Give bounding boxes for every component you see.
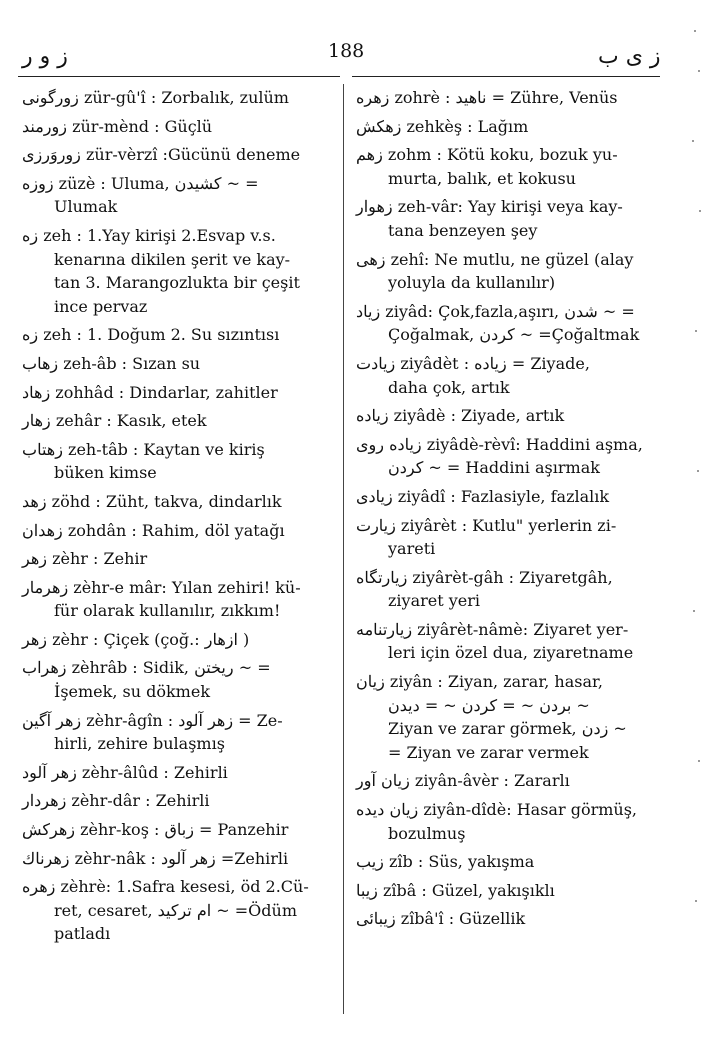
entry-continuation: für olarak kullanılır, zıkkım! [54, 601, 281, 621]
entry-continuation: yoluyla da kullanılır) [388, 273, 556, 293]
entry-continuation: bozulmuş [388, 823, 466, 843]
dictionary-entry [356, 879, 658, 903]
entry-headline: زهر zèhr : Çiçek (çoğ.: ازهار ) [22, 629, 250, 649]
entry-headline: زهاب zeh-âb : Sızan su [22, 353, 201, 373]
entry-headline: زهر zèhr : Zehir [22, 549, 148, 569]
dictionary-entry [22, 86, 334, 110]
dictionary-entry [22, 847, 334, 871]
entry-headline: زوزه züzè : Uluma, كشيدن ~ = [22, 173, 259, 193]
entry-headline: زهار zehâr : Kasık, etek [22, 411, 207, 431]
entry-headline: زيان آور ziyân-âvèr : Zararlı [356, 771, 570, 791]
dictionary-entry [356, 850, 658, 874]
entry-headline: زه zeh : 1.Yay kirişi 2.Esvap v.s. [22, 225, 276, 245]
entry-continuation: = Ziyan ve zarar vermek [388, 742, 589, 762]
dictionary-entry [22, 576, 334, 623]
entry-headline: زيارت ziyârèt : Kutlu" yerlerin zi- [356, 515, 617, 535]
entry-continuation: Ulumak [54, 197, 118, 217]
entry-headline: زهرناك zèhr-nâk : زهر آلود =Zehirli [22, 848, 289, 868]
dictionary-entry [22, 709, 334, 756]
entry-continuation: patladı [54, 924, 111, 944]
dictionary-entry [22, 789, 334, 813]
dictionary-entry [356, 907, 658, 931]
entry-continuation: ziyaret yeri [388, 591, 481, 611]
entry-headline: زهردار zèhr-dâr : Zehirli [22, 791, 210, 811]
entry-headline: زهره zèhrè: 1.Safra kesesi, öd 2.Cü- [22, 877, 309, 897]
right-column [356, 86, 658, 936]
entry-headline: زيبائى zîbâ'î : Güzellik [356, 909, 526, 929]
entry-continuation: hirli, zehire bulaşmış [54, 734, 225, 754]
entry-continuation: murta, balık, et kokusu [388, 168, 576, 188]
entry-headline: زهرمار zèhr-e mâr: Yılan zehiri! kü- [22, 577, 301, 597]
entry-headline: زيادت ziyâdèt : زياده = Ziyade, [356, 353, 590, 373]
entry-headline: زيادى ziyâdî : Fazlasiyle, fazlalık [356, 486, 610, 506]
dictionary-entry [356, 352, 658, 399]
entry-continuation: Çoğalmak, كردن ~ =Çoğaltmak [388, 325, 640, 345]
header-guide-word-right: ز ی ب [598, 44, 661, 69]
entry-headline: زهدان zohdân : Rahim, döl yatağı [22, 520, 285, 540]
entry-continuation: كردن ~ = Haddini aşırmak [388, 458, 600, 478]
dictionary-entry [356, 404, 658, 428]
dictionary-entry [22, 115, 334, 139]
entry-headline: زهر آلود zèhr-âlûd : Zehirli [22, 762, 228, 782]
entry-headline: زهى zehî: Ne mutlu, ne güzel (alay [356, 249, 634, 269]
dictionary-entry [356, 769, 658, 793]
entry-headline: زيارتگاه ziyârèt-gâh : Ziyaretgâh, [356, 567, 613, 587]
entry-continuation: büken kimse [54, 463, 157, 483]
entry-headline: زهاد zohhâd : Dindarlar, zahitler [22, 382, 278, 402]
entry-headline: زورگونی zür-gû'î : Zorbalık, zulüm [22, 88, 289, 107]
dictionary-entry [22, 352, 334, 376]
entry-headline: زورمند zür-mènd : Güçlü [22, 116, 213, 136]
entry-continuation: Ziyan ve zarar görmek, زدن ~ [388, 719, 627, 739]
entry-headline: زيب zîb : Süs, yakışma [356, 852, 535, 872]
entry-headline: زهوار zeh-vâr: Yay kirişi veya kay- [356, 197, 623, 217]
header-guide-word-left: ز و ر [22, 44, 68, 69]
dictionary-entry [22, 628, 334, 652]
dictionary-entry [356, 115, 658, 139]
column-divider [343, 84, 344, 1014]
entry-headline: زهكش zehkèş : Lağım [356, 116, 529, 136]
dictionary-entry [356, 86, 658, 110]
entry-headline: زهر آگين zèhr-âgîn : زهر آلود = Ze- [22, 710, 283, 730]
dictionary-entry [22, 172, 334, 219]
entry-continuation: daha çok, artık [388, 377, 510, 397]
dictionary-entry [356, 143, 658, 190]
entry-continuation: kenarına dikilen şerit ve kay- [54, 249, 291, 269]
entry-headline: زيارتنامه ziyârèt-nâmè: Ziyaret yer- [356, 619, 629, 639]
entry-headline: زهركش zèhr-koş : زباق = Panzehir [22, 820, 289, 840]
dictionary-entry [356, 300, 658, 347]
dictionary-entry [356, 195, 658, 242]
dictionary-entry [22, 381, 334, 405]
entry-headline: زهتاب zeh-tâb : Kaytan ve kiriş [22, 439, 265, 459]
entry-headline: زهراب zèhrâb : Sidik, ريختن ~ = [22, 658, 271, 678]
entry-continuation: tan 3. Marangozlukta bir çeşit [54, 273, 300, 293]
entry-headline: زهره zohrè : ناهيد = Zühre, Venüs [356, 88, 618, 107]
dictionary-entry [356, 618, 658, 665]
entry-headline: زيان ديده ziyân-dîdè: Hasar görmüş, [356, 800, 637, 820]
entry-continuation: leri için özel dua, ziyaretname [388, 643, 634, 663]
dictionary-entry [22, 409, 334, 433]
entry-headline: زهم zohm : Kötü koku, bozuk yu- [356, 145, 618, 165]
dictionary-entry [356, 566, 658, 613]
dictionary-entry [356, 248, 658, 295]
header-rule-right [352, 76, 660, 77]
entry-headline: زياد ziyâd: Çok,fazla,aşırı, شدن ~ = [356, 301, 635, 321]
entry-continuation: ret, cesaret, ام تركيد ~ =Ödüm [54, 900, 298, 920]
entry-continuation: بردن ~ = كردن ~ = ديدن ~ [388, 695, 590, 715]
dictionary-entry [356, 798, 658, 845]
scan-edge-noise [690, 0, 706, 1058]
entry-headline: زيبا zîbâ : Güzel, yakışıklı [356, 880, 555, 900]
dictionary-entry [22, 143, 334, 167]
dictionary-entry [22, 656, 334, 703]
dictionary-entry [22, 519, 334, 543]
entry-headline: زوروَرزى zür-vèrzî :Gücünü deneme [22, 145, 301, 165]
entry-headline: زيان ziyân : Ziyan, zarar, hasar, [356, 672, 603, 692]
dictionary-entry [22, 547, 334, 571]
dictionary-entry [356, 485, 658, 509]
dictionary-entry [356, 670, 658, 764]
entry-continuation: tana benzeyen şey [388, 220, 538, 240]
entry-headline: زياده ziyâdè : Ziyade, artık [356, 406, 565, 426]
entry-headline: زه zeh : 1. Doğum 2. Su sızıntısı [22, 325, 280, 345]
page-header [0, 40, 706, 74]
dictionary-entry [22, 323, 334, 347]
dictionary-entry [356, 514, 658, 561]
entry-continuation: yareti [388, 539, 436, 559]
entry-continuation: İşemek, su dökmek [54, 682, 211, 702]
page-number: 188 [328, 40, 365, 62]
dictionary-entry [22, 490, 334, 514]
dictionary-entry [22, 224, 334, 318]
left-column [22, 86, 334, 951]
dictionary-entry [22, 438, 334, 485]
entry-headline: زياده روى ziyâdè-rèvî: Haddini aşma, [356, 434, 643, 454]
dictionary-entry [22, 818, 334, 842]
entry-continuation: ince pervaz [54, 296, 148, 316]
dictionary-entry [22, 875, 334, 946]
dictionary-entry [356, 433, 658, 480]
header-rule-left [18, 76, 340, 77]
dictionary-entry [22, 761, 334, 785]
entry-headline: زهد zöhd : Züht, takva, dindarlık [22, 491, 282, 511]
